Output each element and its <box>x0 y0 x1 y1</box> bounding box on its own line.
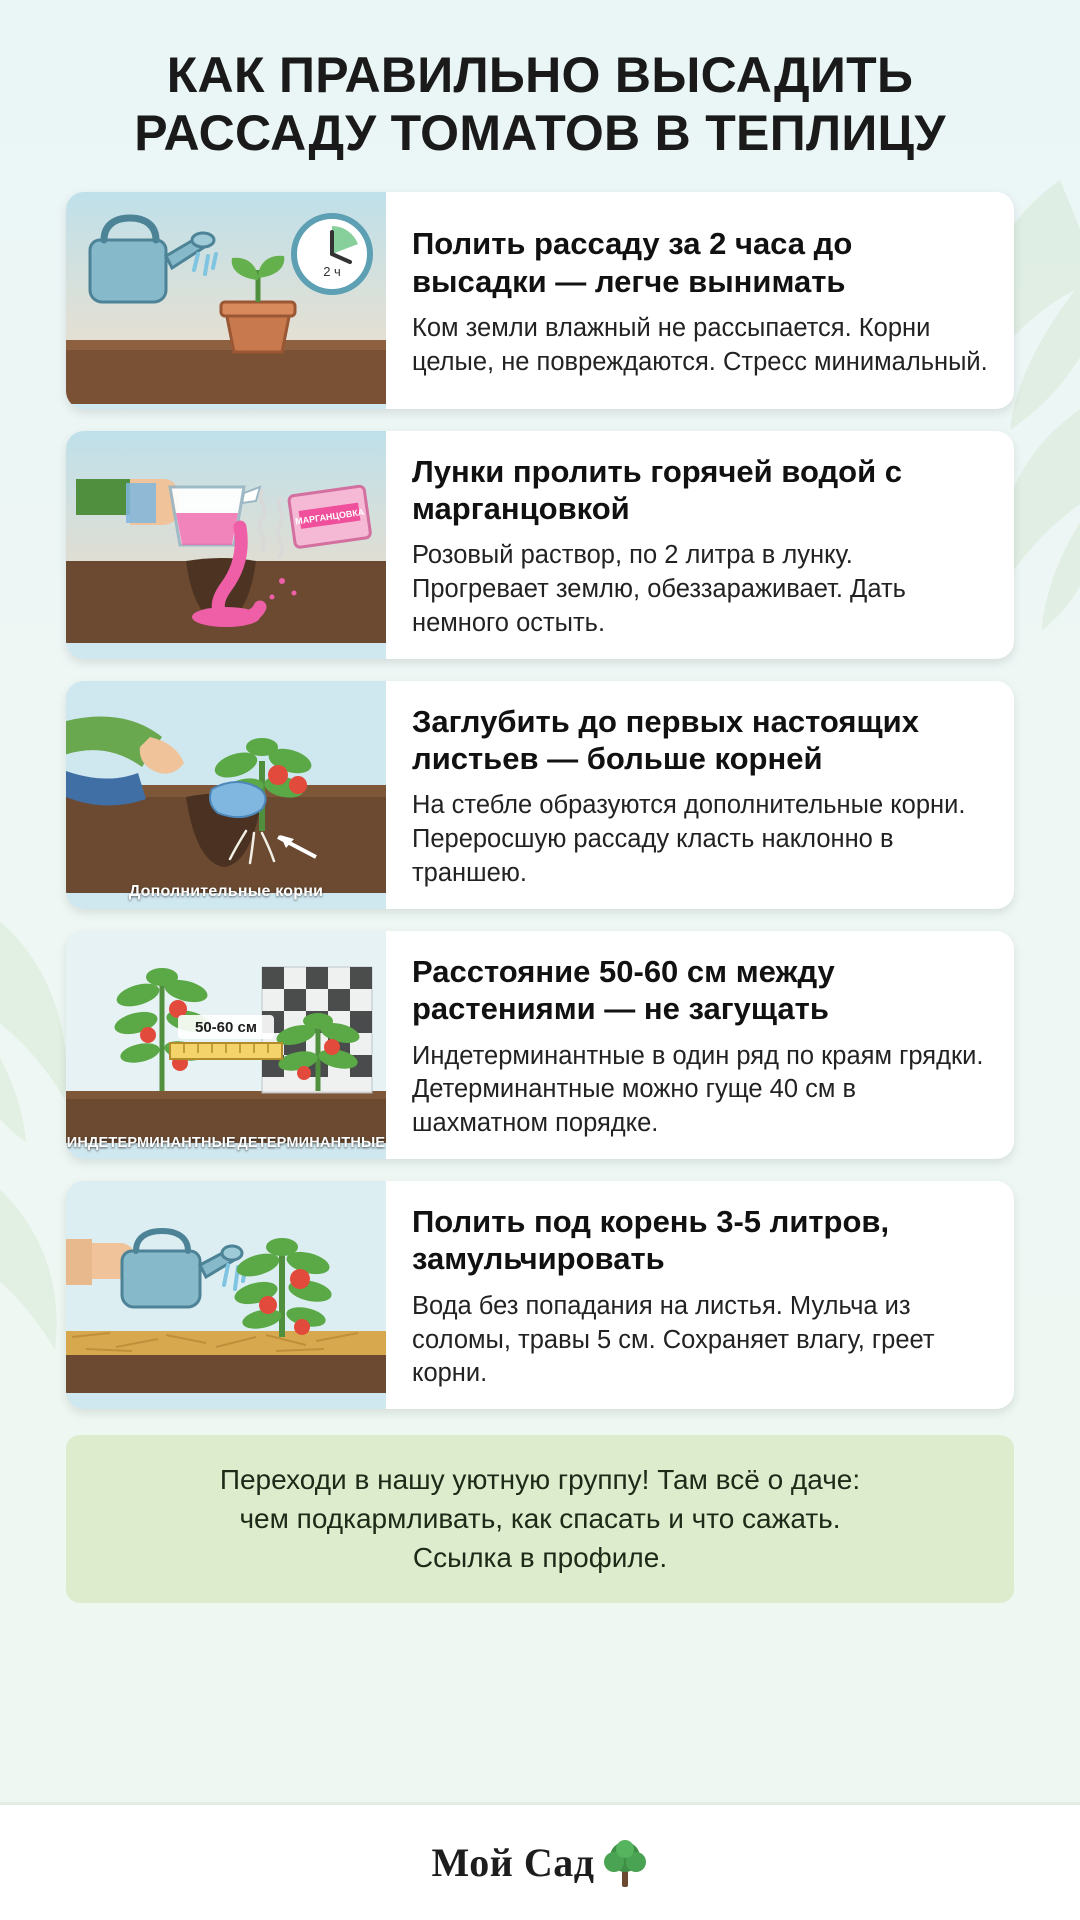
step-3-text <box>386 681 1014 909</box>
call-to-action-banner[interactable] <box>66 1435 1014 1603</box>
step-2-body: Розовый раствор, по 2 литра в лунку. Прогревает землю, обеззараживает. Дать немного остыть. <box>412 541 906 638</box>
step-4-caption-right: ДЕТЕРМИНАНТНЫЕ <box>237 1135 386 1152</box>
footer <box>0 1802 1080 1920</box>
step-4-body: Индетерминантные в один ряд по краям грядки. Детерминантные можно гуще 40 см в шахматном порядке. <box>412 1041 984 1138</box>
step-card-2 <box>66 431 1014 659</box>
step-2-title: Лунки пролить горячей водой с марганцовкой <box>412 454 902 527</box>
page-title-line-1: КАК ПРАВИЛЬНО ВЫСАДИТЬ <box>166 47 914 103</box>
cta-line-1: Переходи в нашу уютную группу! Там всё о даче: <box>219 1464 861 1496</box>
step-5-body: Вода без попадания на листья. Мульча из соломы, травы 5 см. Сохраняет влагу, греет корни. <box>412 1291 935 1388</box>
step-3-caption: Дополнительные корни <box>128 883 324 901</box>
step-1-body: Ком земли влажный не рассыпается. Корни целые, не повреждаются. Стресс минимальный. <box>412 313 988 376</box>
cta-line-2: чем подкармливать, как спасать и что сажать. <box>239 1503 841 1534</box>
svg-text:МАРГАНЦОВКА: МАРГАНЦОВКА <box>294 506 365 527</box>
step-1-title: Полить рассаду за 2 часа до высадки — легче вынимать <box>412 226 853 299</box>
step-1-illustration <box>66 192 386 409</box>
step-card-3 <box>66 681 1014 909</box>
spacing-ruler-two-plants-icon <box>66 931 386 1143</box>
step-4-caption-left: ИНДЕТЕРМИНАНТНЫЕ <box>66 1135 236 1152</box>
step-2-illustration <box>66 431 386 659</box>
step-3-illustration <box>66 681 386 909</box>
step-3-title: Заглубить до первых настоящих листьев — больше корней <box>412 704 919 777</box>
watering-can-seedling-clock-icon <box>66 192 386 404</box>
page-title-line-2: РАССАДУ ТОМАТОВ В ТЕПЛИЦУ <box>134 105 946 161</box>
step-2-text <box>386 431 1014 659</box>
steps-list <box>0 178 1080 1409</box>
step-3-body: На стебле образуются дополнительные корни. Переросшую рассаду класть наклонно в траншею. <box>412 791 966 888</box>
brand-name: Мой Сад <box>431 1840 595 1885</box>
hands-planting-deep-icon <box>66 681 386 893</box>
step-4-text <box>386 931 1014 1159</box>
tree-icon <box>602 1837 648 1889</box>
hand-pouring-pink-solution-icon <box>66 431 386 643</box>
page-header <box>0 0 1080 178</box>
step-4-captions <box>66 1135 386 1151</box>
step-card-4 <box>66 931 1014 1159</box>
step-4-illustration <box>66 931 386 1159</box>
step-5-title: Полить под корень 3-5 литров, замульчировать <box>412 1204 890 1277</box>
step-5-text <box>386 1181 1014 1409</box>
cta-line-3: Ссылка в профиле. <box>412 1541 668 1573</box>
step-4-title: Расстояние 50-60 см между растениями — не загущать <box>412 954 835 1027</box>
page-title <box>40 46 1040 162</box>
watering-mulched-tomato-icon <box>66 1181 386 1393</box>
svg-text:50-60 см: 50-60 см <box>195 1019 257 1037</box>
step-5-illustration <box>66 1181 386 1409</box>
step-card-5 <box>66 1181 1014 1409</box>
step-card-1 <box>66 192 1014 409</box>
step-1-text <box>386 192 1014 409</box>
svg-text:2 ч: 2 ч <box>323 264 341 279</box>
